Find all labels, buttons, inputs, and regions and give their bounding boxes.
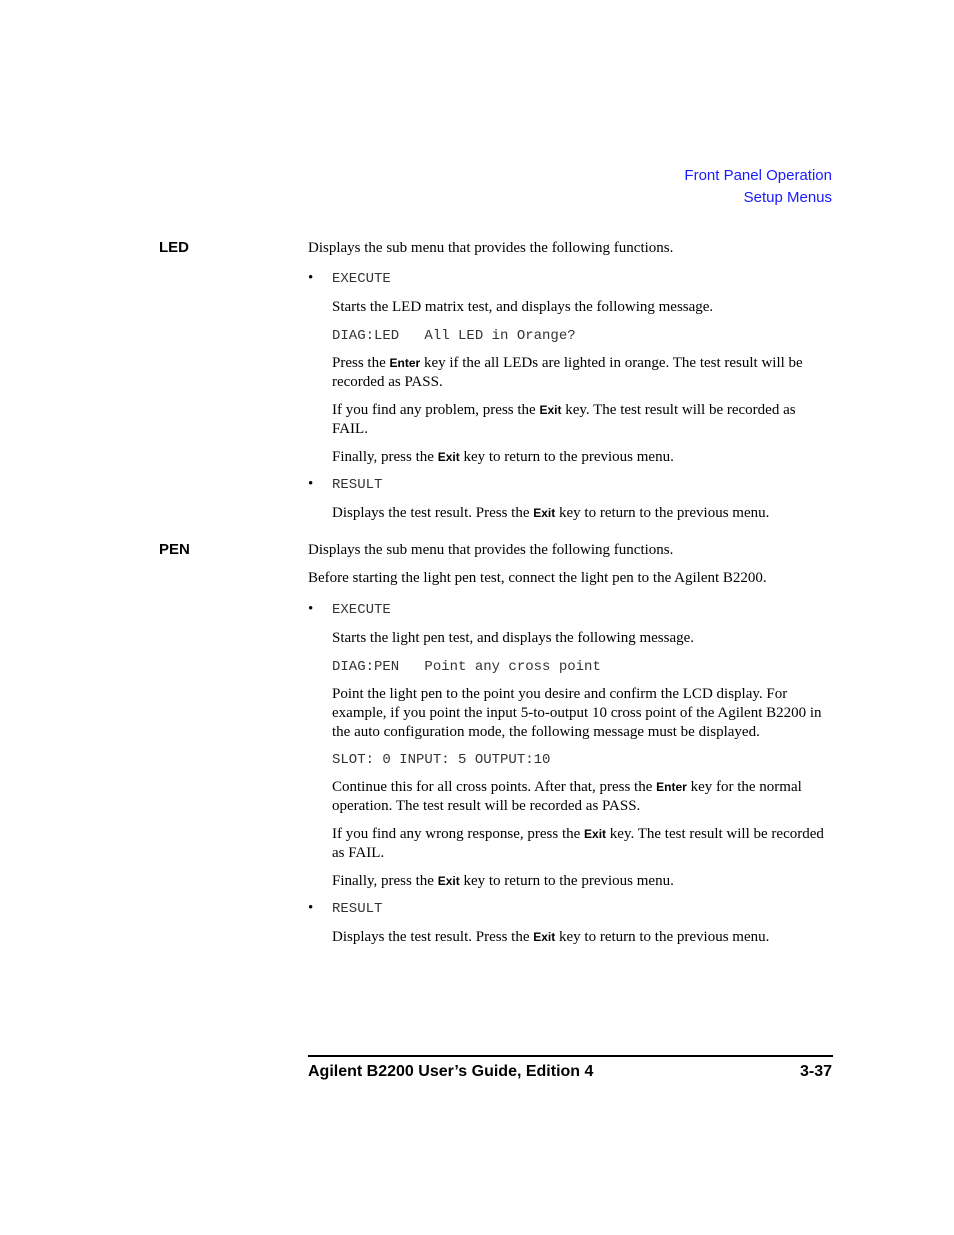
- led-message: DIAG:LED All LED in Orange?: [332, 328, 576, 344]
- enter-key-label: Enter: [389, 356, 421, 370]
- pen-slot-message: SLOT: 0 INPUT: 5 OUTPUT:10: [332, 752, 551, 768]
- header-chapter: Front Panel Operation: [684, 167, 832, 184]
- exit-key-label: Exit: [437, 874, 460, 888]
- led-press-enter: Press the Enter key if the all LEDs are lighted in orange. The test result will be recorded as PASS.: [332, 355, 803, 390]
- pen-fail: If you find any wrong response, press the Exit key. The test result will be recorded as FAIL.: [332, 826, 824, 861]
- term-pen: PEN: [159, 541, 190, 558]
- pen-before: Before starting the light pen test, connect the light pen to the Agilent B2200.: [308, 570, 767, 586]
- pen-continue: Continue this for all cross points. After that, press the Enter key for the normal operation. The test result will be recorded as PASS.: [332, 779, 802, 814]
- bullet-icon: •: [308, 270, 314, 286]
- pen-result-desc: Displays the test result. Press the Exit key to return to the previous menu.: [332, 929, 770, 945]
- pen-execute: EXECUTE: [332, 602, 391, 618]
- exit-key-label: Exit: [437, 450, 460, 464]
- page-number: 3-37: [799, 1063, 832, 1080]
- pen-execute-desc: Starts the light pen test, and displays the following message.: [332, 630, 695, 646]
- pen-result: RESULT: [332, 901, 383, 917]
- pen-message: DIAG:PEN Point any cross point: [332, 659, 601, 675]
- footer-title: Agilent B2200 User’s Guide, Edition 4: [308, 1063, 594, 1080]
- led-finally: Finally, press the Exit key to return to the previous menu.: [332, 449, 674, 465]
- exit-key-label: Exit: [533, 506, 556, 520]
- led-fail: If you find any problem, press the Exit key. The test result will be recorded as FAIL.: [332, 402, 796, 437]
- pen-point-desc: Point the light pen to the point you desire and confirm the LCD display. For example, if you point the input 5-to-output 10 cross point of the Agilent B2200 in the auto configuration mode, the following message must be displayed.: [332, 686, 822, 740]
- header-section: Setup Menus: [743, 189, 832, 206]
- pen-finally: Finally, press the Exit key to return to the previous menu.: [332, 873, 674, 889]
- term-led: LED: [159, 239, 189, 256]
- exit-key-label: Exit: [584, 827, 607, 841]
- pen-intro: Displays the sub menu that provides the following functions.: [308, 542, 674, 558]
- led-intro: Displays the sub menu that provides the following functions.: [308, 240, 674, 256]
- led-execute: EXECUTE: [332, 271, 391, 287]
- bullet-icon: •: [308, 601, 314, 617]
- running-header: [684, 165, 832, 209]
- footer-rule: [308, 1055, 833, 1057]
- led-result-desc: Displays the test result. Press the Exit key to return to the previous menu.: [332, 505, 770, 521]
- led-result: RESULT: [332, 477, 383, 493]
- exit-key-label: Exit: [533, 930, 556, 944]
- enter-key-label: Enter: [656, 780, 687, 794]
- bullet-icon: •: [308, 900, 314, 916]
- exit-key-label: Exit: [539, 403, 562, 417]
- bullet-icon: •: [308, 476, 314, 492]
- led-execute-desc: Starts the LED matrix test, and displays the following message.: [332, 299, 714, 315]
